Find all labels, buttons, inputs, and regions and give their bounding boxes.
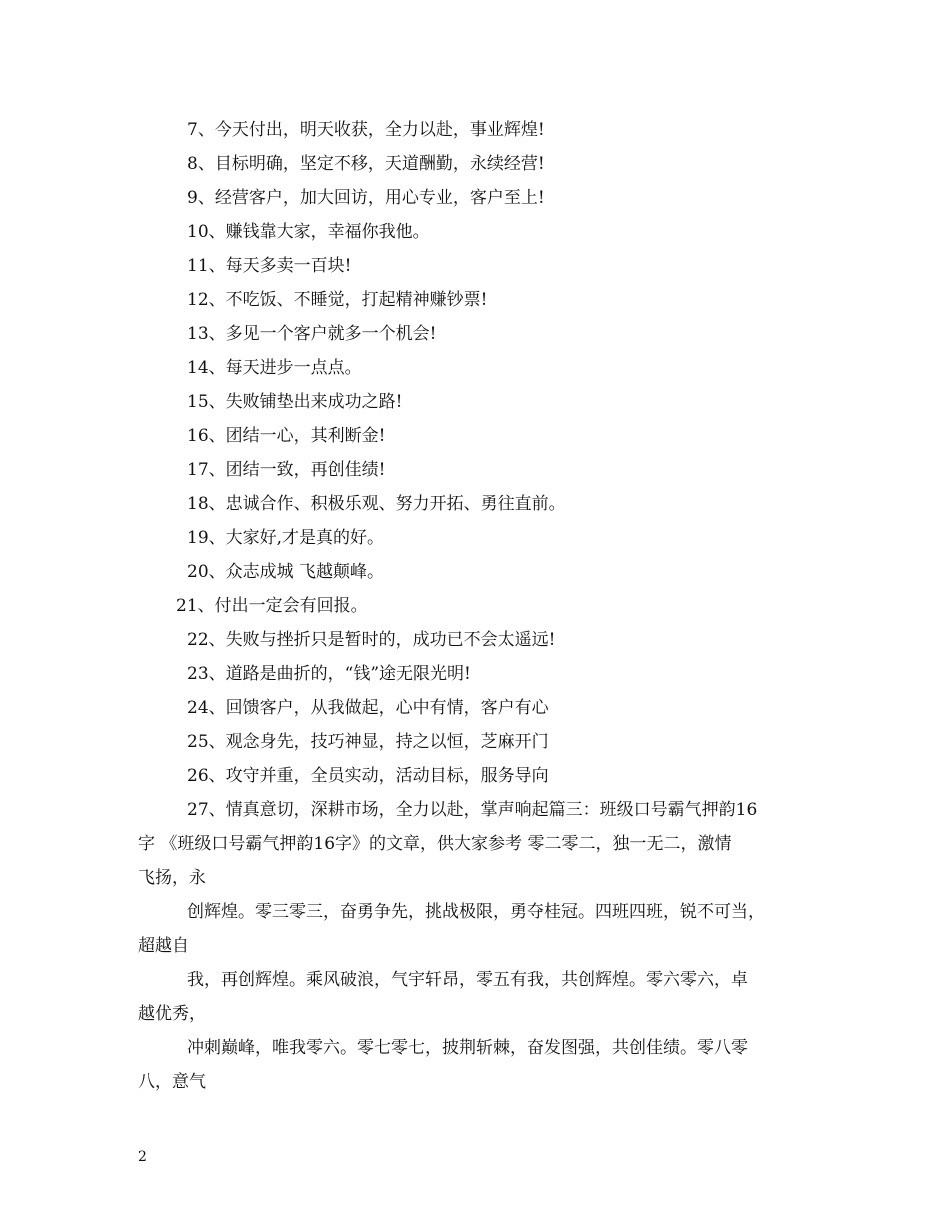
text-line: 冲刺巅峰，唯我零六。零七零七，披荆斩棘，奋发图强，共创佳绩。零八零 <box>187 1038 748 1058</box>
text-line: 我，再创辉煌。乘风破浪，气宇轩昂，零五有我，共创辉煌。零六零六，卓 <box>187 970 748 990</box>
text-line: 19、大家好,才是真的好。 <box>187 528 385 548</box>
text-line: 字 《班级口号霸气押韵16字》的文章，供大家参考 零二零二，独一无二，激情 <box>138 834 732 854</box>
text-line: 11、每天多卖一百块! <box>187 256 352 276</box>
text-line: 12、不吃饭、不睡觉，打起精神赚钞票! <box>187 290 488 310</box>
page-number: 2 <box>138 1149 147 1165</box>
text-line: 超越自 <box>138 936 189 956</box>
text-line: 8、目标明确，坚定不移，天道酬勤，永续经营! <box>187 154 545 174</box>
text-line: 21、付出一定会有回报。 <box>176 596 368 616</box>
text-line: 10、赚钱靠大家，幸福你我他。 <box>187 222 430 242</box>
text-line: 7、今天付出，明天收获，全力以赴，事业辉煌! <box>187 120 545 140</box>
text-line: 飞扬，永 <box>138 868 206 888</box>
text-line: 26、攻守并重，全员实动，活动目标，服务导向 <box>187 766 549 786</box>
text-line: 25、观念身先，技巧神显，持之以恒，芝麻开门 <box>187 732 549 752</box>
text-line: 16、团结一心，其利断金! <box>187 426 386 446</box>
text-line: 27、情真意切，深耕市场，全力以赴，掌声响起篇三：班级口号霸气押韵16 <box>187 800 758 820</box>
text-line: 越优秀， <box>138 1004 206 1024</box>
text-line: 八，意气 <box>138 1072 206 1092</box>
text-line: 9、经营客户，加大回访，用心专业，客户至上! <box>187 188 545 208</box>
text-line: 创辉煌。零三零三，奋勇争先，挑战极限，勇夺桂冠。四班四班，锐不可当， <box>187 902 765 922</box>
text-line: 22、失败与挫折只是暂时的，成功已不会太遥远! <box>187 630 556 650</box>
text-line: 13、多见一个客户就多一个机会! <box>187 324 437 344</box>
text-line: 15、失败铺垫出来成功之路! <box>187 392 403 412</box>
text-line: 14、每天进步一点点。 <box>187 358 362 378</box>
text-line: 20、众志成城 飞越颠峰。 <box>187 562 385 582</box>
text-line: 17、团结一致，再创佳绩! <box>187 460 386 480</box>
text-line: 24、回馈客户，从我做起，心中有情，客户有心 <box>187 698 549 718</box>
text-line: 18、忠诚合作、积极乐观、努力开拓、勇往直前。 <box>187 494 566 514</box>
text-line: 23、道路是曲折的，“钱”途无限光明! <box>187 664 471 684</box>
